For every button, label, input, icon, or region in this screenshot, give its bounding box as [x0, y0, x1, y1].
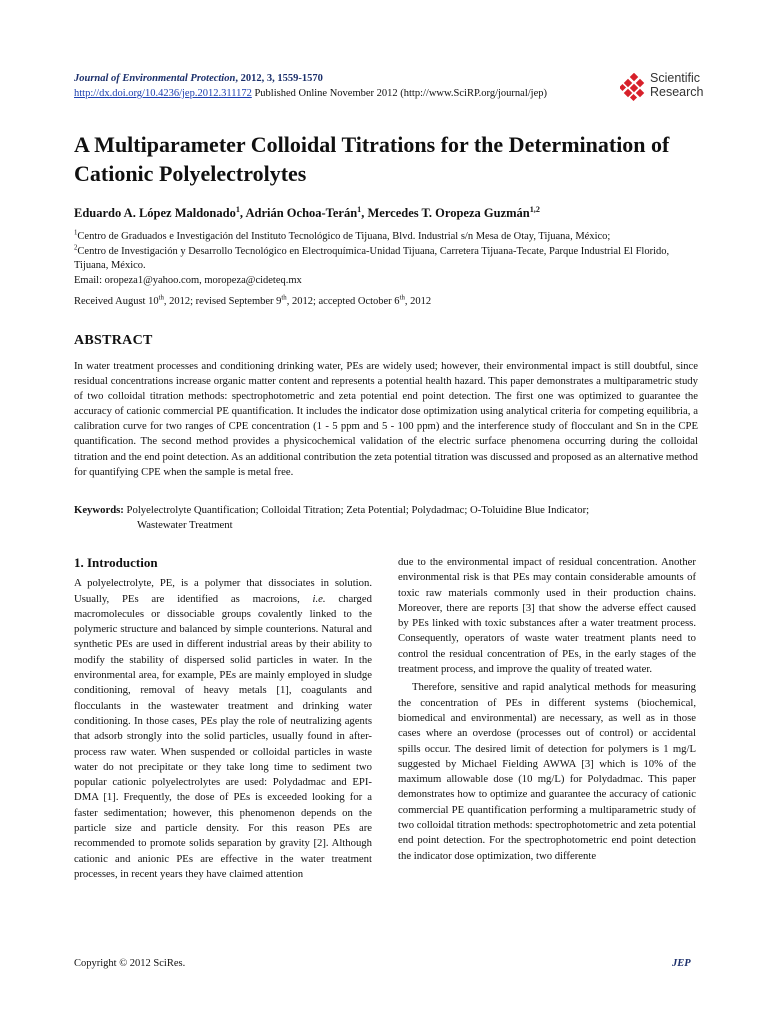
body-column-right [398, 555, 696, 864]
author-1: Eduardo A. López Maldonado [74, 206, 236, 220]
abstract-heading: ABSTRACT [74, 333, 153, 348]
intro-paragraph-1 [74, 576, 372, 882]
affiliations [74, 230, 698, 288]
body-column-left [74, 555, 372, 882]
keywords-label: Keywords: [74, 504, 124, 516]
received-text: Received August 10 [74, 296, 159, 307]
abstract-text: In water treatment processes and conditioning drinking water, PEs are widely used; however, their environmental impact is still doubtful, since residual concentrations increase organic matter content and represents a potential health hazard. This paper demonstrates a multiparametric study of two colloidal titration methods: spectrophotometric and zeta potential end point detection. The first one was optimized to guarantee the accuracy of cationic commercial PE quantification. It includes the indicator dose optimization using analytical criteria for competing equilibria, a calibration curve for two ranges of CPE concentration (1 - 5 ppm and 5 - 100 ppm) and the interference study of flocculant and Sn in the CPE quantification. The second method provides a physicochemical validation of the electric surface phenomena occurring during the colloidal titration and the end point detection. As an additional contribution the zeta potential titration was discussed and proposed as an alternative method for quantifying CPE when the sample is metal free. [74, 360, 698, 478]
affil-2-mark: 2 [74, 244, 78, 251]
published-online: Published Online November 2012 (http://www.SciRP.org/journal/jep) [251, 88, 547, 99]
accepted-year: , 2012 [404, 296, 432, 307]
publisher-logo [620, 71, 710, 101]
accepted-text: , 2012; accepted October 6 [286, 296, 400, 307]
logo-text-line1: Scientific [650, 71, 701, 85]
journal-volume-info: , 2012, 3, 1559-1570 [235, 73, 323, 84]
intro-paragraph-2: due to the environmental impact of residual concentration. Another environmental risk is that PEs may contain considerable amounts of toxic raw materials commonly used in their production chains. Moreover, there are reports [3] that show the adverse effect caused by PEs linked with toxic substances after a water treatment process. Consequently, operators of waste water treatment plants need to control the residual concentration of PEs, in the early stages of the treatment process, and improve the quality of treated water. [398, 556, 696, 676]
author-1-affil: 1 [235, 204, 240, 214]
journal-name: Journal of Environmental Protection [74, 73, 236, 84]
received-dates [74, 296, 714, 307]
affil-1-mark: 1 [74, 229, 78, 237]
doi-link[interactable]: http://dx.doi.org/10.4236/jep.2012.311172 [74, 88, 252, 99]
author-3-affil: 1,2 [529, 204, 540, 214]
accepted-sup: th [399, 294, 405, 302]
paper-title: A Multiparameter Colloidal Titrations for the Determination of Cationic Polyelectrolytes [74, 132, 670, 186]
intro-paragraph-3: Therefore, sensitive and rapid analytical methods for measuring the concentration of PEs in different systems (biochemical, biomedical and environmental) are necessary, as well as in those cases where an overdose (processes out of control) or accidental spills occur. The desired limit of detection for polymers is 1 mg/L suggested by Michael Fielding AWWA [3] which is 10% of the maximum allowable dose (10 mg/L) for Polydadmac. This paper demonstrates how to optimize and guarantee the accuracy of cationic commercial PE quantification performing a multiparametric study of two colloidal titration methods: spectrophotometric and zeta potential end point detection. For the spectrophotometric end point detection the indicator dose optimization, two differente [398, 681, 696, 862]
revised-sup: th [281, 294, 287, 302]
author-3: , Mercedes T. Oropeza Guzmán [361, 206, 530, 220]
journal-header [74, 71, 614, 101]
contact-email: Email: oropeza1@yahoo.com, moropeza@cideteq.mx [74, 274, 302, 286]
keywords [74, 503, 698, 533]
intro-p1-start: A polyelectrolyte, PE, is a polymer that dissociates in solution. Usually, PEs are identified as macroions, [74, 577, 372, 605]
scientific-research-diamond-icon [620, 73, 648, 101]
keywords-line-1: Polyelectrolyte Quantification; Colloidal Titration; Zeta Potential; Polydadmac; O-Toluidine Blue Indicator; [123, 504, 590, 516]
author-2: , Adrián Ochoa-Terán [239, 206, 358, 220]
author-list [74, 206, 714, 221]
author-2-affil: 1 [357, 204, 362, 214]
affiliation-2: Centro de Investigación y Desarrollo Tecnológico en Electroquímica-Unidad Tijuana, Carretera Tijuana-Tecate, Parque Industrial El Florido, Tijuana, México. [74, 245, 670, 271]
revised-text: , 2012; revised September 9 [163, 296, 282, 307]
copyright-footer: Copyright © 2012 SciRes. [74, 958, 186, 969]
affiliation-1: Centro de Graduados e Investigación del Instituto Tecnológico de Tijuana, Blvd. Industrial s/n Mesa de Otay, Tijuana, México; [77, 231, 611, 242]
intro-p1-ie: i.e. [312, 592, 326, 605]
section-heading-introduction: 1. Introduction [74, 555, 158, 570]
logo-text-line2: Research [650, 85, 704, 99]
intro-p1-rest: charged macromolecules or dissociable groups covalently linked to the polymeric structure and balanced by simple counterions. Natural and synthetic PEs are used in different industrial areas by their ability to modify the stability of dispersed solid particles in water. In the environmental area, for example, PEs are mainly employed in sludge conditioning, removal of heavy metals [1], coagulants and flocculants in the wastewater treatment and drinking water conditioning. In those cases, PEs play the role of neutralizing agents that adsorb strongly into the solid particles, usually found in after-process raw water. When suspended or colloidal particles in waste water do not precipitate or they take long time to sediment two popular cationic polyelectrolytes are used: Polydadmac and EPI-DMA [1]. Frequently, the dose of PEs is exceeded looking for a faster sedimentation; however, this phenomenon depends on the particle size and particle density. For this reason PEs are recommended to promote solids separation by gravity [2]. Although cationic and anionic PEs are effective in the water treatment processes, in recent years they have claimed attention [74, 592, 372, 880]
received-sup: th [158, 294, 164, 302]
journal-abbreviation: JEP [672, 958, 691, 969]
keywords-line-2: Wastewater Treatment [137, 519, 233, 531]
